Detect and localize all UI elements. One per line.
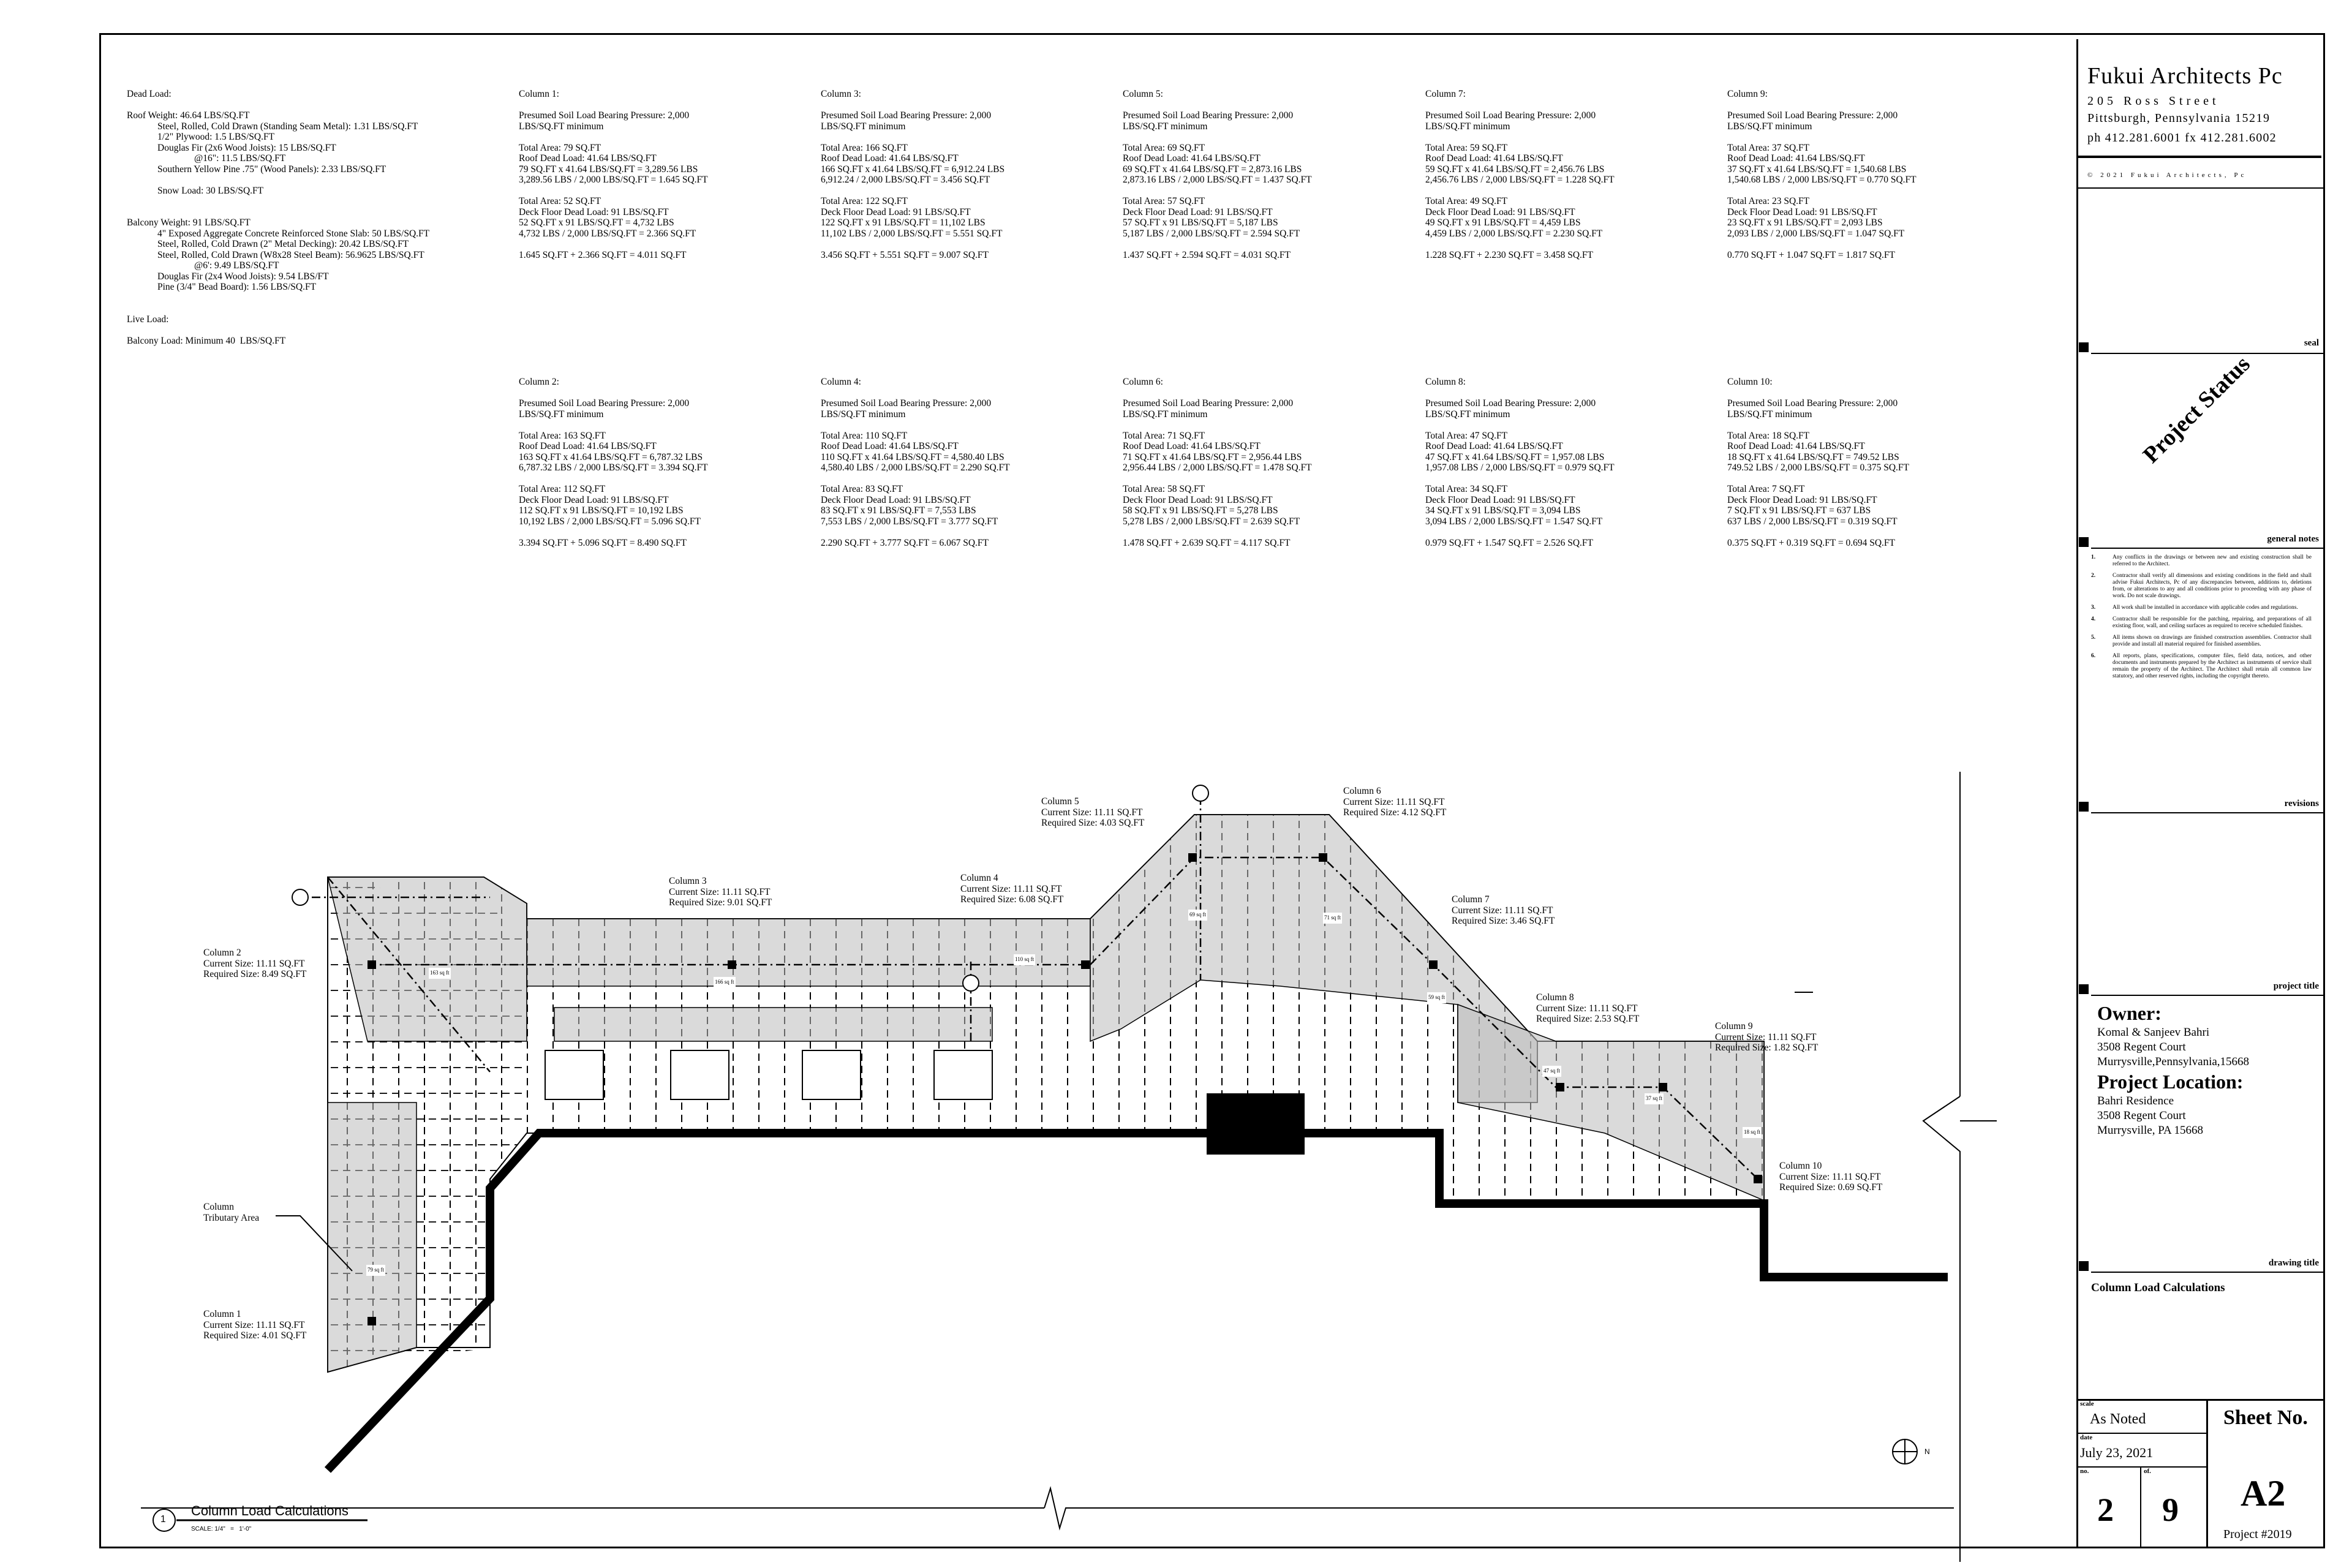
location-line: Bahri Residence — [2097, 1095, 2174, 1107]
calc-line: Deck Floor Dead Load: 91 LBS/SQ.FT — [821, 494, 971, 505]
plan-label-line: Column 7 — [1452, 894, 1490, 905]
balcony-line: Douglas Fir (2x4 Wood Joists): 9.54 LBS/FT — [157, 271, 329, 282]
calc-line: 3.394 SQ.FT + 5.096 SQ.FT = 8.490 SQ.FT — [519, 537, 687, 548]
calc-line: 58 SQ.FT x 91 LBS/SQ.FT = 5,278 LBS — [1123, 505, 1278, 516]
calc-line: Deck Floor Dead Load: 91 LBS/SQ.FT — [1727, 206, 1877, 217]
area-tag: 37 sq ft — [1645, 1093, 1664, 1104]
calc-line: Deck Floor Dead Load: 91 LBS/SQ.FT — [1425, 494, 1575, 505]
plan-column-label — [203, 948, 306, 980]
area-tag: 79 sq ft — [366, 1265, 385, 1276]
area-tag: 166 sq ft — [714, 977, 736, 988]
calc-line: 637 LBS / 2,000 LBS/SQ.FT = 0.319 SQ.FT — [1727, 516, 1898, 527]
area-tag: 59 sq ft — [1427, 992, 1446, 1003]
rule — [2091, 1272, 2325, 1273]
calc-line: Column 7: — [1425, 89, 1466, 99]
area-tag: 18 sq ft — [1743, 1127, 1762, 1138]
calc-line: Roof Dead Load: 41.64 LBS/SQ.FT — [1727, 153, 1865, 164]
calc-line: 2,956.44 LBS / 2,000 LBS/SQ.FT = 1.478 SQ.FT — [1123, 462, 1312, 473]
calc-line: Total Area: 166 SQ.FT — [821, 142, 908, 153]
note-number: 5. — [2091, 635, 2096, 641]
sheet-number: 2 — [2097, 1491, 2114, 1528]
calc-line: LBS/SQ.FT minimum — [1425, 409, 1510, 420]
calc-line: 37 SQ.FT x 41.64 LBS/SQ.FT = 1,540.68 LBS — [1727, 164, 1907, 175]
rule — [2091, 995, 2325, 996]
revisions-label: revisions — [2284, 799, 2319, 809]
calc-line: 69 SQ.FT x 41.64 LBS/SQ.FT = 2,873.16 LBS — [1123, 164, 1302, 175]
calc-line: LBS/SQ.FT minimum — [519, 121, 604, 132]
balcony-line: 4" Exposed Aggregate Concrete Reinforced Stone Slab: 50 LBS/SQ.FT — [157, 228, 430, 239]
note-text: Contractor shall be responsible for the patching, repairing, and preparations of all existing floor, wall, and ceiling surfaces as required to receive scheduled finishes. — [2113, 616, 2312, 629]
calc-line: 59 SQ.FT x 41.64 LBS/SQ.FT = 2,456.76 LBS — [1425, 164, 1605, 175]
calc-line: Total Area: 69 SQ.FT — [1123, 142, 1205, 153]
plan-label-line: Required Size: 4.12 SQ.FT — [1343, 807, 1447, 818]
calc-line: Deck Floor Dead Load: 91 LBS/SQ.FT — [1123, 494, 1273, 505]
calc-line: Roof Dead Load: 41.64 LBS/SQ.FT — [1425, 153, 1563, 164]
location-line: 3508 Regent Court — [2097, 1109, 2186, 1122]
calc-line: Total Area: 47 SQ.FT — [1425, 430, 1508, 441]
calc-line: Roof Dead Load: 41.64 LBS/SQ.FT — [1425, 441, 1563, 451]
general-note — [2091, 653, 2321, 680]
plan-column-label — [960, 873, 1063, 905]
calc-line: Roof Dead Load: 41.64 LBS/SQ.FT — [1727, 441, 1865, 451]
section-marker — [2079, 342, 2089, 352]
calc-line: Presumed Soil Load Bearing Pressure: 2,000 — [821, 110, 992, 121]
drawing-title-value: Column Load Calculations — [2091, 1281, 2225, 1294]
dead-load-title: Dead Load: — [127, 89, 172, 99]
calc-line: Total Area: 23 SQ.FT — [1727, 196, 1810, 206]
rule — [2140, 1466, 2141, 1548]
calc-line: Roof Dead Load: 41.64 LBS/SQ.FT — [821, 441, 959, 451]
calc-line: 4,459 LBS / 2,000 LBS/SQ.FT = 2.230 SQ.FT — [1425, 228, 1603, 239]
seal-label: seal — [2304, 338, 2319, 348]
calc-line: 163 SQ.FT x 41.64 LBS/SQ.FT = 6,787.32 LBS — [519, 451, 703, 462]
calc-line: Total Area: 59 SQ.FT — [1425, 142, 1508, 153]
plan-label-line: Column 3 — [669, 876, 707, 886]
note-text: All work shall be installed in accordance with applicable codes and regulations. — [2113, 605, 2298, 611]
calc-line: 10,192 LBS / 2,000 LBS/SQ.FT = 5.096 SQ.FT — [519, 516, 701, 527]
calc-line: LBS/SQ.FT minimum — [821, 121, 906, 132]
section-marker — [2079, 1261, 2089, 1271]
rule — [2091, 812, 2325, 813]
calc-line: Column 1: — [519, 89, 559, 99]
calc-line: LBS/SQ.FT minimum — [519, 409, 604, 420]
balcony-live-load: Balcony Load: Minimum 40 LBS/SQ.FT — [127, 335, 286, 346]
plan-label-line: Current Size: 11.11 SQ.FT — [1536, 1003, 1638, 1014]
general-note — [2091, 616, 2321, 630]
calc-line: 2,456.76 LBS / 2,000 LBS/SQ.FT = 1.228 SQ.FT — [1425, 175, 1615, 185]
plan-label-line: Current Size: 11.11 SQ.FT — [203, 958, 305, 969]
project-title-label: project title — [2273, 981, 2319, 991]
calc-line: Roof Dead Load: 41.64 LBS/SQ.FT — [1123, 153, 1261, 164]
plan-label-line: Column 9 — [1715, 1021, 1753, 1031]
plan-label-line: Column 4 — [960, 873, 998, 883]
date-value: July 23, 2021 — [2080, 1445, 2154, 1460]
calc-line: Total Area: 79 SQ.FT — [519, 142, 601, 153]
plan-label-line: Current Size: 11.11 SQ.FT — [669, 886, 771, 897]
owner-heading: Owner: — [2097, 1002, 2162, 1024]
general-note — [2091, 605, 2321, 611]
project-number: Project #2019 — [2223, 1528, 2292, 1541]
calc-line: 11,102 LBS / 2,000 LBS/SQ.FT = 5.551 SQ.FT — [821, 228, 1003, 239]
calc-line: Total Area: 49 SQ.FT — [1425, 196, 1508, 206]
calc-line: 3,094 LBS / 2,000 LBS/SQ.FT = 1.547 SQ.FT — [1425, 516, 1603, 527]
tributary-label-line: Tributary Area — [203, 1212, 260, 1223]
firm-name: Fukui Architects Pc — [2087, 63, 2283, 89]
calc-line: 4,580.40 LBS / 2,000 LBS/SQ.FT = 2.290 SQ.FT — [821, 462, 1010, 473]
firm-phone: ph 412.281.6001 fx 412.281.6002 — [2087, 131, 2277, 145]
balcony-line: Pine (3/4" Bead Board): 1.56 LBS/SQ.FT — [157, 282, 317, 292]
rule — [2206, 1399, 2208, 1548]
section-marker — [2079, 984, 2089, 994]
calc-line: 6,787.32 LBS / 2,000 LBS/SQ.FT = 3.394 SQ.FT — [519, 462, 708, 473]
calc-line: LBS/SQ.FT minimum — [1425, 121, 1510, 132]
note-number: 6. — [2091, 653, 2096, 659]
calc-line: Column 9: — [1727, 89, 1768, 99]
general-note — [2091, 554, 2321, 568]
plan-label-line: Current Size: 11.11 SQ.FT — [1343, 796, 1445, 807]
note-number: 3. — [2091, 605, 2096, 611]
calc-line: 47 SQ.FT x 41.64 LBS/SQ.FT = 1,957.08 LBS — [1425, 451, 1605, 462]
plan-label-line: Required Size: 8.49 SQ.FT — [203, 969, 307, 979]
calc-line: Total Area: 52 SQ.FT — [519, 196, 601, 206]
plan-label-line: Column 1 — [203, 1309, 241, 1319]
calc-line: Total Area: 57 SQ.FT — [1123, 196, 1205, 206]
sheet-total: 9 — [2162, 1491, 2179, 1528]
owner-line: Murrysville,Pennsylvania,15668 — [2097, 1055, 2250, 1068]
plan-label-line: Column 10 — [1779, 1161, 1822, 1171]
calc-line: Presumed Soil Load Bearing Pressure: 2,000 — [1425, 110, 1596, 121]
calc-line: Total Area: 83 SQ.FT — [821, 484, 903, 494]
calc-line: Deck Floor Dead Load: 91 LBS/SQ.FT — [1727, 494, 1877, 505]
calc-line: Total Area: 7 SQ.FT — [1727, 484, 1805, 494]
calc-line: Deck Floor Dead Load: 91 LBS/SQ.FT — [1123, 206, 1273, 217]
of-label: of. — [2144, 1468, 2151, 1475]
owner-line: Komal & Sanjeev Bahri — [2097, 1026, 2210, 1039]
plan-label-line: Required Size: 2.53 SQ.FT — [1536, 1014, 1640, 1024]
plan-column-label — [1536, 992, 1639, 1025]
calc-line: 5,187 LBS / 2,000 LBS/SQ.FT = 2.594 SQ.FT — [1123, 228, 1300, 239]
calc-line: Column 10: — [1727, 377, 1773, 387]
calc-line: Total Area: 112 SQ.FT — [519, 484, 606, 494]
calc-line: 112 SQ.FT x 91 LBS/SQ.FT = 10,192 LBS — [519, 505, 684, 516]
calc-line: 0.979 SQ.FT + 1.547 SQ.FT = 2.526 SQ.FT — [1425, 537, 1594, 548]
note-text: Contractor shall verify all dimensions and existing conditions in the field and shall advise Fukui Architects, Pc of any discrepancies between, additions to, deletions from, or alterations to any and all conditions prior to proceeding with any phase of work. Do not scale drawings. — [2113, 573, 2312, 599]
tributary-label-line: Column — [203, 1202, 234, 1212]
drawing-title: Column Load Calculations — [191, 1503, 349, 1518]
plan-label-line: Current Size: 11.11 SQ.FT — [1041, 807, 1143, 818]
calc-line: LBS/SQ.FT minimum — [1123, 409, 1208, 420]
title-block — [2076, 33, 2325, 1548]
calc-line: 5,278 LBS / 2,000 LBS/SQ.FT = 2.639 SQ.FT — [1123, 516, 1300, 527]
calc-line: Column 8: — [1425, 377, 1466, 387]
general-note — [2091, 635, 2321, 648]
balcony-weight: Balcony Weight: 91 LBS/SQ.FT — [127, 217, 251, 228]
calc-line: 1.228 SQ.FT + 2.230 SQ.FT = 3.458 SQ.FT — [1425, 249, 1594, 260]
calc-line: 0.375 SQ.FT + 0.319 SQ.FT = 0.694 SQ.FT — [1727, 537, 1896, 548]
calc-line: 7 SQ.FT x 91 LBS/SQ.FT = 637 LBS — [1727, 505, 1871, 516]
north-label: N — [1924, 1447, 1930, 1456]
firm-street-text: 205 Ross Street — [2087, 94, 2220, 108]
calc-line: Deck Floor Dead Load: 91 LBS/SQ.FT — [519, 494, 669, 505]
firm-city: Pittsburgh, Pennsylvania 15219 — [2087, 111, 2271, 125]
calc-line: 749.52 LBS / 2,000 LBS/SQ.FT = 0.375 SQ.FT — [1727, 462, 1909, 473]
plan-label-line: Current Size: 11.11 SQ.FT — [1452, 905, 1553, 916]
calc-line: Presumed Soil Load Bearing Pressure: 2,000 — [1425, 398, 1596, 409]
rule — [2091, 548, 2325, 549]
location-heading: Project Location: — [2097, 1071, 2244, 1093]
calc-line: 7,553 LBS / 2,000 LBS/SQ.FT = 3.777 SQ.FT — [821, 516, 998, 527]
calc-line: 3.456 SQ.FT + 5.551 SQ.FT = 9.007 SQ.FT — [821, 249, 989, 260]
calc-line: Total Area: 18 SQ.FT — [1727, 430, 1810, 441]
calc-line: 1.645 SQ.FT + 2.366 SQ.FT = 4.011 SQ.FT — [519, 249, 687, 260]
calc-line: 6,912.24 / 2,000 LBS/SQ.FT = 3.456 SQ.FT — [821, 175, 990, 185]
calc-line: 1,957.08 LBS / 2,000 LBS/SQ.FT = 0.979 SQ.FT — [1425, 462, 1615, 473]
project-status-stamp: Project Status — [2138, 351, 2255, 469]
drawing-number: 1 — [160, 1514, 166, 1525]
calc-line: Total Area: 34 SQ.FT — [1425, 484, 1508, 494]
calc-line: Total Area: 37 SQ.FT — [1727, 142, 1810, 153]
plan-label-line: Required Size: 6.08 SQ.FT — [960, 894, 1064, 905]
roof-line: Southern Yellow Pine .75" (Wood Panels): 2.33 LBS/SQ.FT — [157, 164, 386, 175]
calc-line: 2,093 LBS / 2,000 LBS/SQ.FT = 1.047 SQ.FT — [1727, 228, 1905, 239]
chimney — [1207, 1093, 1305, 1155]
scale-label: scale — [2080, 1400, 2094, 1408]
plan-label-line: Current Size: 11.11 SQ.FT — [1715, 1031, 1817, 1042]
general-notes-list — [2091, 554, 2321, 685]
roof-line: @16": 11.5 LBS/SQ.FT — [194, 153, 286, 164]
calc-line: Total Area: 110 SQ.FT — [821, 430, 908, 441]
calc-line: Presumed Soil Load Bearing Pressure: 2,000 — [1727, 110, 1898, 121]
snow-load: Snow Load: 30 LBS/SQ.FT — [157, 185, 264, 196]
calc-line: 1.478 SQ.FT + 2.639 SQ.FT = 4.117 SQ.FT — [1123, 537, 1291, 548]
plan-column-label — [203, 1309, 306, 1341]
general-notes-label: general notes — [2267, 534, 2319, 544]
area-tag: 71 sq ft — [1323, 913, 1342, 924]
balcony-line: Steel, Rolled, Cold Drawn (W8x28 Steel Beam): 56.9625 LBS/SQ.FT — [157, 249, 424, 260]
roof-line: 1/2" Plywood: 1.5 LBS/SQ.FT — [157, 132, 275, 142]
calc-line: 23 SQ.FT x 91 LBS/SQ.FT = 2,093 LBS — [1727, 217, 1883, 228]
calc-line: 83 SQ.FT x 91 LBS/SQ.FT = 7,553 LBS — [821, 505, 976, 516]
calc-line: 34 SQ.FT x 91 LBS/SQ.FT = 3,094 LBS — [1425, 505, 1581, 516]
calc-line: 52 SQ.FT x 91 LBS/SQ.FT = 4,732 LBS — [519, 217, 674, 228]
plan-column-label — [1779, 1161, 1882, 1193]
firm-street — [2087, 94, 2321, 108]
calc-line: 2.290 SQ.FT + 3.777 SQ.FT = 6.067 SQ.FT — [821, 537, 989, 548]
drawing-scale: SCALE: 1/4" = 1'-0" — [191, 1526, 252, 1532]
calc-line: Deck Floor Dead Load: 91 LBS/SQ.FT — [821, 206, 971, 217]
calc-line: Roof Dead Load: 41.64 LBS/SQ.FT — [1123, 441, 1261, 451]
balcony-line: @6': 9.49 LBS/SQ.FT — [194, 260, 279, 271]
calc-line: Total Area: 58 SQ.FT — [1123, 484, 1205, 494]
note-text: All reports, plans, specifications, computer files, field data, notices, and other documents and instruments prepared by the Architect as instruments of service shall remain the property of the Architect. The Architect shall retain all common law statutory, and other reserved rights, including the copyright thereto. — [2113, 653, 2312, 679]
calc-line: LBS/SQ.FT minimum — [1727, 121, 1812, 132]
calc-line: Roof Dead Load: 41.64 LBS/SQ.FT — [519, 441, 657, 451]
plan-label-line: Required Size: 1.82 SQ.FT — [1715, 1042, 1819, 1053]
calc-line: Presumed Soil Load Bearing Pressure: 2,000 — [519, 398, 690, 409]
plan-label-line: Column 5 — [1041, 796, 1079, 807]
calc-line: 3,289.56 LBS / 2,000 LBS/SQ.FT = 1.645 SQ.FT — [519, 175, 708, 185]
plan-label-line: Current Size: 11.11 SQ.FT — [1779, 1171, 1881, 1182]
note-number: 4. — [2091, 616, 2096, 622]
tributary-label — [203, 1202, 259, 1223]
calc-line: 1.437 SQ.FT + 2.594 SQ.FT = 4.031 SQ.FT — [1123, 249, 1291, 260]
plan-column-label — [669, 876, 772, 908]
plan-label-line: Current Size: 11.11 SQ.FT — [203, 1319, 305, 1330]
plan-label-line: Required Size: 4.01 SQ.FT — [203, 1330, 307, 1341]
note-text: All items shown on drawings are finished construction assemblies. Contractor shall provide and install all material required for finished assemblies. — [2113, 635, 2312, 647]
note-text: Any conflicts in the drawings or between new and existing construction shall be referred to the Architect. — [2113, 554, 2312, 567]
note-number: 2. — [2091, 573, 2096, 579]
calc-line: 49 SQ.FT x 91 LBS/SQ.FT = 4,459 LBS — [1425, 217, 1581, 228]
calc-line: Deck Floor Dead Load: 91 LBS/SQ.FT — [1425, 206, 1575, 217]
area-tag: 163 sq ft — [429, 968, 451, 979]
rule — [2076, 1433, 2206, 1434]
owner-info — [2097, 1025, 2249, 1069]
calc-line: Presumed Soil Load Bearing Pressure: 2,000 — [1727, 398, 1898, 409]
calc-line: Total Area: 163 SQ.FT — [519, 430, 606, 441]
calc-line: Roof Dead Load: 41.64 LBS/SQ.FT — [519, 153, 657, 164]
calc-line: Total Area: 71 SQ.FT — [1123, 430, 1205, 441]
calc-line: Total Area: 122 SQ.FT — [821, 196, 908, 206]
plan-column-label — [1041, 796, 1144, 829]
calc-line: 166 SQ.FT x 41.64 LBS/SQ.FT = 6,912.24 LBS — [821, 164, 1005, 175]
calc-line: Presumed Soil Load Bearing Pressure: 2,000 — [519, 110, 690, 121]
sheet-id: A2 — [2241, 1473, 2286, 1513]
plan-label-line: Required Size: 9.01 SQ.FT — [669, 897, 772, 908]
plan-label-line: Required Size: 3.46 SQ.FT — [1452, 916, 1555, 926]
drawing-title-label: drawing title — [2268, 1258, 2319, 1268]
copyright: © 2021 Fukui Architects, Pc — [2087, 172, 2247, 179]
calc-line: Column 4: — [821, 377, 861, 387]
note-number: 1. — [2091, 554, 2096, 560]
calc-line: Presumed Soil Load Bearing Pressure: 2,000 — [1123, 398, 1294, 409]
calc-line: 79 SQ.FT x 41.64 LBS/SQ.FT = 3,289.56 LBS — [519, 164, 698, 175]
live-load-title: Live Load: — [127, 314, 169, 325]
plan-label-line: Required Size: 0.69 SQ.FT — [1779, 1182, 1883, 1193]
scale-value: As Noted — [2090, 1411, 2146, 1427]
calc-line: 18 SQ.FT x 41.64 LBS/SQ.FT = 749.52 LBS — [1727, 451, 1899, 462]
general-note — [2091, 573, 2321, 600]
area-tag: 110 sq ft — [1014, 954, 1035, 965]
calc-line: LBS/SQ.FT minimum — [1123, 121, 1208, 132]
calc-line: Column 6: — [1123, 377, 1163, 387]
rule — [2091, 353, 2325, 354]
calc-line: Column 2: — [519, 377, 559, 387]
area-tag: 69 sq ft — [1188, 910, 1207, 921]
location-info — [2097, 1094, 2203, 1138]
north-arrow-icon — [1893, 1439, 1917, 1464]
roof-weight: Roof Weight: 46.64 LBS/SQ.FT — [127, 110, 250, 121]
calc-line: 71 SQ.FT x 41.64 LBS/SQ.FT = 2,956.44 LBS — [1123, 451, 1302, 462]
calc-line: Presumed Soil Load Bearing Pressure: 2,000 — [1123, 110, 1294, 121]
plan-label-line: Current Size: 11.11 SQ.FT — [960, 883, 1062, 894]
rule — [2076, 156, 2321, 158]
calc-line: 0.770 SQ.FT + 1.047 SQ.FT = 1.817 SQ.FT — [1727, 249, 1896, 260]
calc-line: 1,540.68 LBS / 2,000 LBS/SQ.FT = 0.770 SQ.FT — [1727, 175, 1917, 185]
calc-line: 4,732 LBS / 2,000 LBS/SQ.FT = 2.366 SQ.FT — [519, 228, 696, 239]
plan-column-label — [1715, 1021, 1818, 1054]
calc-line: Presumed Soil Load Bearing Pressure: 2,000 — [821, 398, 992, 409]
plan-label-line: Required Size: 4.03 SQ.FT — [1041, 818, 1145, 828]
plan-column-label — [1452, 894, 1555, 927]
calc-line: Roof Dead Load: 41.64 LBS/SQ.FT — [821, 153, 959, 164]
calc-line: LBS/SQ.FT minimum — [1727, 409, 1812, 420]
calc-line: 2,873.16 LBS / 2,000 LBS/SQ.FT = 1.437 SQ.FT — [1123, 175, 1312, 185]
calc-line: Column 5: — [1123, 89, 1163, 99]
area-tag: 47 sq ft — [1542, 1066, 1561, 1077]
plan-label-line: Column 2 — [203, 948, 241, 958]
plan-label-line: Column 6 — [1343, 786, 1381, 796]
sheet-heading: Sheet No. — [2223, 1406, 2308, 1429]
rule — [2076, 1466, 2206, 1468]
section-marker — [2079, 802, 2089, 812]
roof-line: Steel, Rolled, Cold Drawn (Standing Seam Metal): 1.31 LBS/SQ.FT — [157, 121, 418, 132]
date-label: date — [2080, 1434, 2093, 1441]
location-line: Murrysville, PA 15668 — [2097, 1124, 2203, 1137]
calc-line: 122 SQ.FT x 91 LBS/SQ.FT = 11,102 LBS — [821, 217, 986, 228]
calc-line: 57 SQ.FT x 91 LBS/SQ.FT = 5,187 LBS — [1123, 217, 1278, 228]
no-label: no. — [2080, 1468, 2089, 1475]
calc-line: Deck Floor Dead Load: 91 LBS/SQ.FT — [519, 206, 669, 217]
plan-label-line: Column 8 — [1536, 992, 1574, 1003]
calc-line: Column 3: — [821, 89, 861, 99]
balcony-line: Steel, Rolled, Cold Drawn (2" Metal Decking): 20.42 LBS/SQ.FT — [157, 239, 409, 249]
rule — [2076, 187, 2325, 189]
roof-line: Douglas Fir (2x6 Wood Joists): 15 LBS/SQ.FT — [157, 142, 336, 153]
plan-column-label — [1343, 786, 1446, 818]
section-marker — [2079, 537, 2089, 547]
owner-line: 3508 Regent Court — [2097, 1041, 2186, 1054]
calc-line: 110 SQ.FT x 41.64 LBS/SQ.FT = 4,580.40 LBS — [821, 451, 1005, 462]
calc-line: LBS/SQ.FT minimum — [821, 409, 906, 420]
